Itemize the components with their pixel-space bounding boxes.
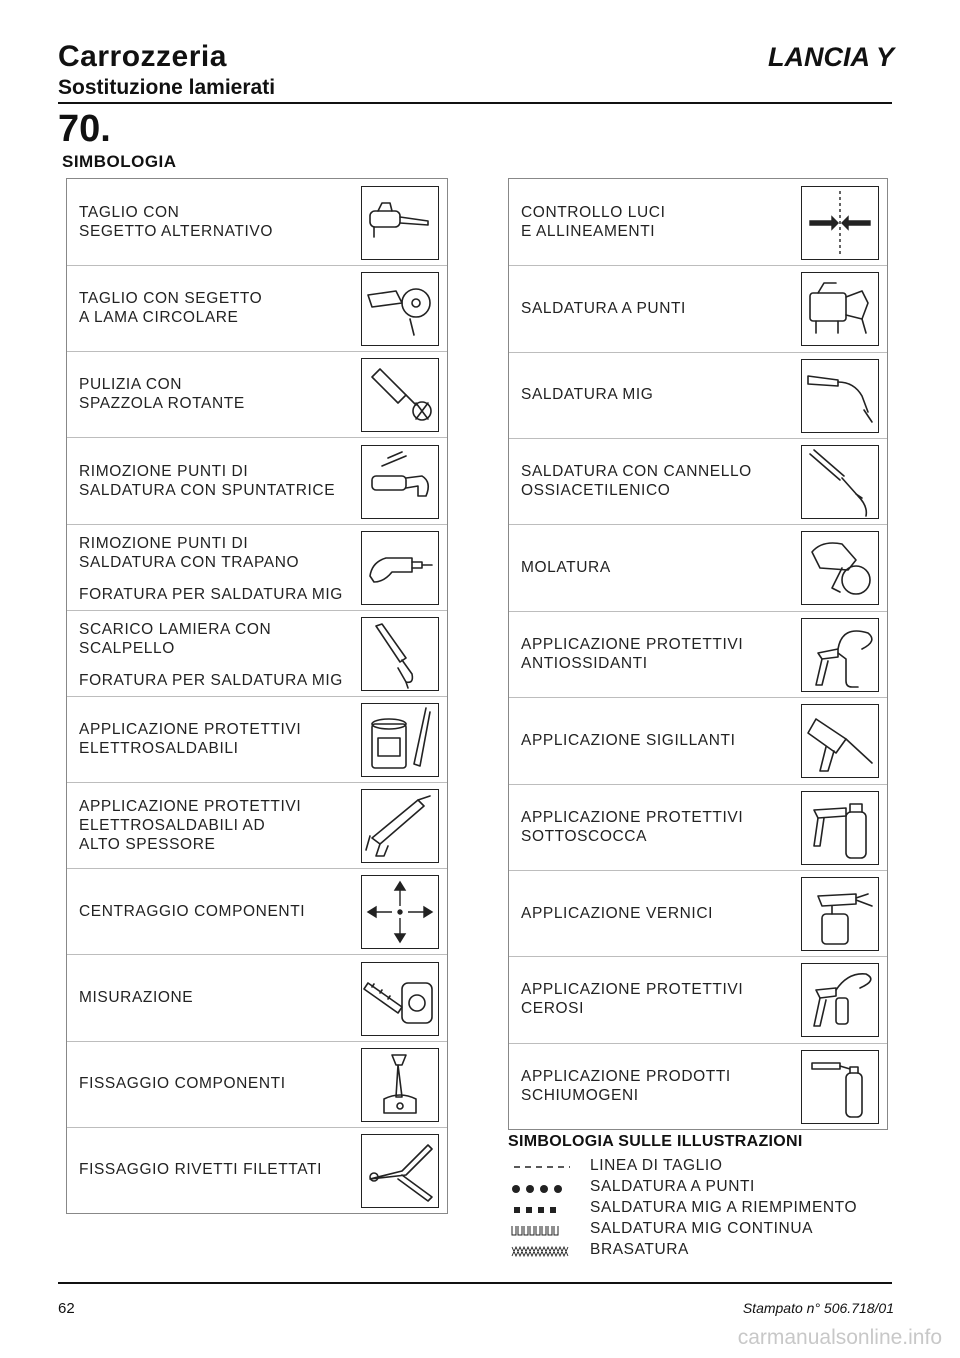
right-symbol-row <box>509 870 887 957</box>
simbologia-heading: SIMBOLOGIA <box>62 152 177 171</box>
description-line: A LAMA CIRCOLARE <box>79 309 239 327</box>
description-line: SALDATURA CON TRAPANO <box>79 553 300 571</box>
header-rule <box>58 102 892 104</box>
symbol-description <box>79 1041 351 1127</box>
symbol-description <box>79 1127 351 1213</box>
description-line: SEGETTO ALTERNATIVO <box>79 223 273 241</box>
description-line: APPLICAZIONE VERNICI <box>521 904 714 922</box>
left-symbol-row <box>67 351 447 438</box>
page-section-number: 70. <box>58 108 111 150</box>
symbol-description <box>79 438 351 524</box>
section-title: Carrozzeria <box>58 40 227 73</box>
description-line: TAGLIO CON SEGETTO <box>79 290 263 308</box>
symbol-description <box>521 352 791 438</box>
symbol-description <box>521 697 791 783</box>
legend-item <box>510 1157 910 1177</box>
description-line: ELETTROSALDABILI <box>79 740 239 758</box>
description-line: TAGLIO CON <box>79 204 180 222</box>
tape-measure-icon <box>361 962 439 1036</box>
underbody-spray-icon <box>801 791 879 865</box>
description-line: CONTROLLO LUCI <box>521 204 666 222</box>
description-line: E ALLINEAMENTI <box>521 223 656 241</box>
description-line: OSSIACETILENICO <box>521 482 671 500</box>
symbol-extra-description: FORATURA PER SALDATURA MIG <box>79 585 343 603</box>
description-line: APPLICAZIONE PRODOTTI <box>521 1067 731 1085</box>
left-symbol-row <box>67 955 447 1042</box>
symbol-description <box>79 868 351 954</box>
oxy-torch-icon <box>801 445 879 519</box>
left-symbol-row <box>67 1041 447 1128</box>
spot-welder-icon <box>801 272 879 346</box>
legend-item <box>510 1178 910 1198</box>
alignment-arrows-icon <box>801 186 879 260</box>
description-line: CEROSI <box>521 1000 585 1018</box>
description-line: SOTTOSCOCCA <box>521 827 648 845</box>
description-line: SALDATURA A PUNTI <box>521 300 686 318</box>
paint-can-brush-icon <box>361 703 439 777</box>
mig-torch-icon <box>801 359 879 433</box>
symbol-description <box>79 179 351 265</box>
left-symbol-row <box>67 868 447 955</box>
description-line: APPLICAZIONE PROTETTIVI <box>521 981 744 999</box>
left-symbol-row <box>67 1127 447 1213</box>
description-line: SCARICO LAMIERA CON <box>79 620 272 638</box>
legend-item <box>510 1199 910 1219</box>
right-symbol-row <box>509 524 887 611</box>
legend-label: SALDATURA MIG CONTINUA <box>590 1220 814 1237</box>
dashed-line-icon <box>510 1157 580 1177</box>
squares-icon <box>510 1199 580 1219</box>
symbol-description <box>79 265 351 351</box>
spot-weld-remover-icon <box>361 445 439 519</box>
left-symbol-row <box>67 782 447 869</box>
description-line: SCHIUMOGENI <box>521 1086 639 1104</box>
description-line: APPLICAZIONE SIGILLANTI <box>521 731 736 749</box>
left-symbol-row <box>67 610 447 697</box>
symbol-description <box>79 696 351 782</box>
legend-item <box>510 1220 910 1240</box>
wrench-icon <box>361 1048 439 1122</box>
left-symbol-row <box>67 265 447 352</box>
rivet-tool-icon <box>361 1134 439 1208</box>
symbol-description <box>79 782 351 868</box>
left-symbol-row <box>67 438 447 525</box>
print-reference: Stampato n° 506.718/01 <box>742 1300 894 1316</box>
left-symbol-table <box>66 178 448 1214</box>
description-line: CENTRAGGIO COMPONENTI <box>79 902 306 920</box>
reciprocating-saw-icon <box>361 186 439 260</box>
circular-saw-icon <box>361 272 439 346</box>
foam-can-icon <box>801 1050 879 1124</box>
angle-grinder-icon <box>801 531 879 605</box>
legend-title: SIMBOLOGIA SULLE ILLUSTRAZIONI <box>508 1133 803 1150</box>
symbol-description <box>79 524 351 582</box>
symbol-description <box>79 351 351 437</box>
description-line: SALDATURA CON CANNELLO <box>521 463 752 481</box>
centering-arrows-icon <box>361 875 439 949</box>
symbol-description <box>521 956 791 1042</box>
description-line: MOLATURA <box>521 559 611 577</box>
description-line: SCALPELLO <box>79 639 175 657</box>
legend-label: LINEA DI TAGLIO <box>590 1157 723 1174</box>
legend-label: BRASATURA <box>590 1241 689 1258</box>
legend-item <box>510 1241 910 1261</box>
description-line: ANTIOSSIDANTI <box>521 654 648 672</box>
right-symbol-row <box>509 784 887 871</box>
footer-rule <box>58 1282 892 1284</box>
description-line: MISURAZIONE <box>79 989 194 1007</box>
description-line: FISSAGGIO RIVETTI FILETTATI <box>79 1161 322 1179</box>
description-line: SALDATURA MIG <box>521 386 654 404</box>
legend-label: SALDATURA A PUNTI <box>590 1178 755 1195</box>
page-number: 62 <box>58 1300 75 1317</box>
right-symbol-row <box>509 1043 887 1129</box>
right-symbol-row <box>509 179 887 266</box>
description-line: APPLICAZIONE PROTETTIVI <box>79 721 302 739</box>
right-symbol-row <box>509 438 887 525</box>
symbol-description <box>79 955 351 1041</box>
description-line: RIMOZIONE PUNTI DI <box>79 534 249 552</box>
symbol-description <box>521 524 791 610</box>
rotary-brush-icon <box>361 358 439 432</box>
left-symbol-row <box>67 179 447 266</box>
description-line: RIMOZIONE PUNTI DI <box>79 462 249 480</box>
legend-label: SALDATURA MIG A RIEMPIMENTO <box>590 1199 858 1216</box>
subsection-title: Sostituzione lamierati <box>58 76 276 99</box>
right-symbol-row <box>509 352 887 439</box>
description-line: ELETTROSALDABILI AD <box>79 816 266 834</box>
symbol-description <box>521 611 791 697</box>
paint-spray-gun-icon <box>801 877 879 951</box>
description-line: PULIZIA CON <box>79 376 183 394</box>
right-symbol-row <box>509 611 887 698</box>
symbol-description <box>521 784 791 870</box>
right-symbol-row <box>509 956 887 1043</box>
dots-icon <box>510 1178 580 1198</box>
watermark: carmanualsonline.info <box>737 1326 942 1349</box>
left-symbol-row <box>67 696 447 783</box>
description-line: SPAZZOLA ROTANTE <box>79 395 245 413</box>
symbol-description <box>521 265 791 351</box>
description-line: APPLICAZIONE PROTETTIVI <box>79 797 302 815</box>
chisel-icon <box>361 617 439 691</box>
caulking-gun-icon <box>361 789 439 863</box>
description-line: APPLICAZIONE PROTETTIVI <box>521 635 744 653</box>
description-line: APPLICAZIONE PROTETTIVI <box>521 808 744 826</box>
spray-gun-hose-icon <box>801 618 879 692</box>
right-symbol-table <box>508 178 888 1130</box>
symbol-description <box>79 610 351 668</box>
right-symbol-row <box>509 697 887 784</box>
symbol-description <box>521 179 791 265</box>
sealant-gun-icon <box>801 704 879 778</box>
description-line: SALDATURA CON SPUNTATRICE <box>79 481 336 499</box>
left-symbol-row <box>67 524 447 611</box>
description-line: ALTO SPESSORE <box>79 835 216 853</box>
brand-title: LANCIA Y <box>767 42 894 72</box>
continuous-weld-icon <box>510 1220 580 1240</box>
wax-spray-icon <box>801 963 879 1037</box>
symbol-description <box>521 870 791 956</box>
symbol-description <box>521 1043 791 1129</box>
description-line: FISSAGGIO COMPONENTI <box>79 1075 286 1093</box>
symbol-extra-description: FORATURA PER SALDATURA MIG <box>79 671 343 689</box>
right-symbol-row <box>509 265 887 352</box>
symbol-description <box>521 438 791 524</box>
brazing-icon <box>510 1241 580 1261</box>
drill-icon <box>361 531 439 605</box>
